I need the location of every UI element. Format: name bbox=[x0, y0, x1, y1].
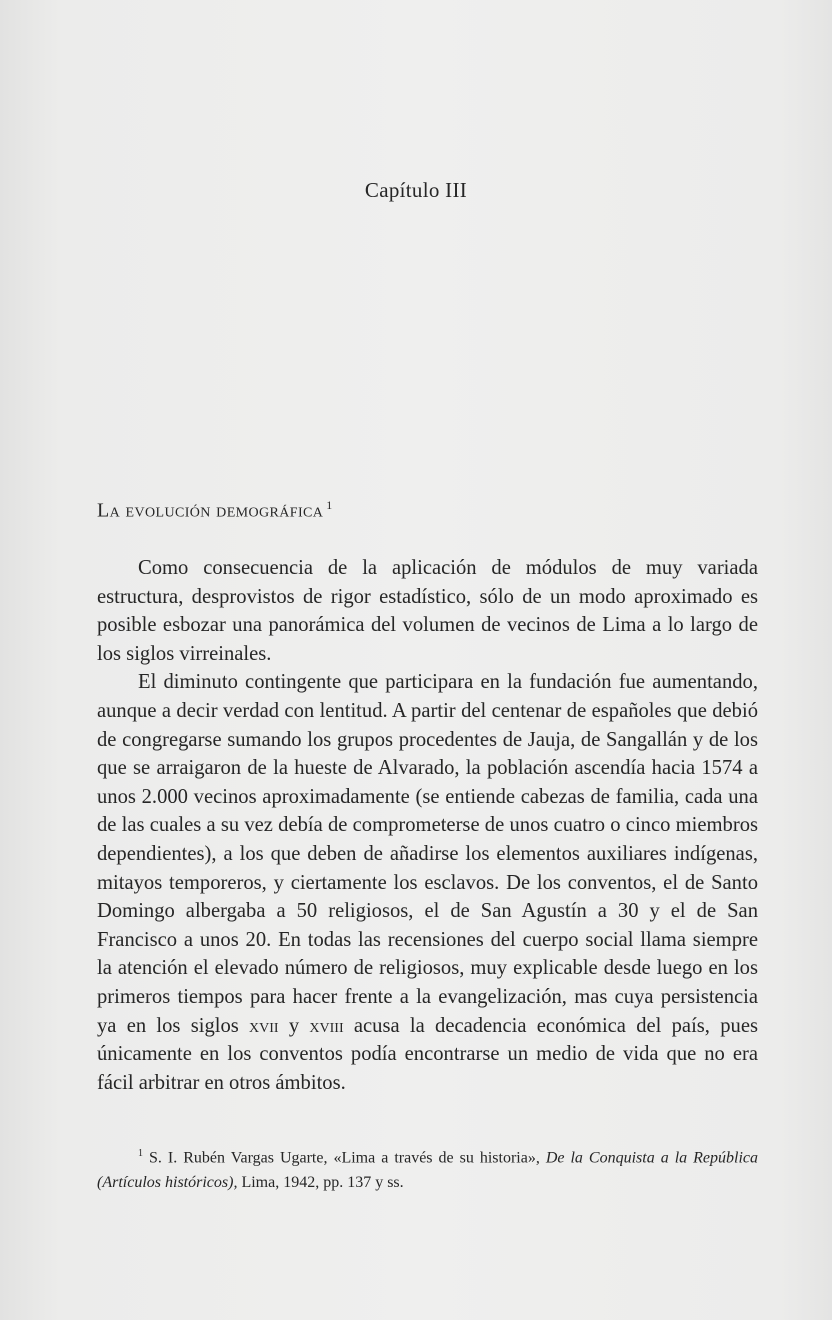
chapter-title: Capítulo III bbox=[364, 178, 468, 202]
body-text bbox=[97, 554, 758, 1097]
paragraph-1: Como consecuencia de la aplicación de módulos de muy variada estructura, desprovistos de rigor estadístico, sólo de un modo aproximado es posible esbozar una panorámica del volumen de vecinos de Lima a lo largo de los siglos virreinales. bbox=[97, 557, 758, 665]
footnote bbox=[97, 1141, 758, 1195]
section-heading-text: La evolución demográfica bbox=[97, 499, 324, 522]
paragraph-2 bbox=[97, 668, 758, 1097]
century-seventeen: xvii bbox=[249, 1014, 279, 1037]
footnote-number: 1 bbox=[138, 1148, 143, 1159]
paragraph-2-text-a: El diminuto contingente que participara en la fundación fue aumentando, aunque a decir verdad con lentitud. A partir del centenar de españoles que debió de congregarse sumando los grupos procedentes de Jauja, de Sangallán y de los que se arraigaron de la hueste de Alvarado, la población ascendía hacia 1574 a unos 2.000 vecinos aproximadamente (se entiende cabezas de familia, cada una de las cuales a su vez debía de comprometerse de unos cuatro o cinco miembros dependientes), a los que deben de añadirse los elementos auxiliares indígenas, mitayos temporeros, y ciertamente los esclavos. De los conventos, el de Santo Domingo albergaba a 50 religiosos, el de San Agustín a 30 y el de San Francisco a unos 20. En todas las recensiones del cuerpo social llama siempre la atención el elevado número de religiosos, muy explicable desde luego en los primeros tiempos para hacer frente a la evangelización, mas cuya persistencia ya en los siglos bbox=[97, 671, 758, 1037]
century-eighteen: xviii bbox=[309, 1014, 344, 1037]
paragraph-2-text-b: y bbox=[288, 1014, 300, 1037]
section-heading bbox=[97, 498, 333, 523]
paragraph-2-text-c: acusa la decadencia económica del país, pues únicamente en los conventos podía encontrarse un medio de vida que no era fácil arbitrar en otros ámbitos. bbox=[97, 1014, 758, 1094]
footnote-text-start: S. I. Rubén Vargas Ugarte, «Lima a través de su historia», bbox=[149, 1149, 540, 1167]
footnote-reference: 1 bbox=[326, 498, 333, 512]
footnote-text-end: Lima, 1942, pp. 137 y ss. bbox=[241, 1174, 404, 1192]
footnote-book-title: De la Conquista a la República (Artículos históricos), bbox=[97, 1149, 759, 1192]
